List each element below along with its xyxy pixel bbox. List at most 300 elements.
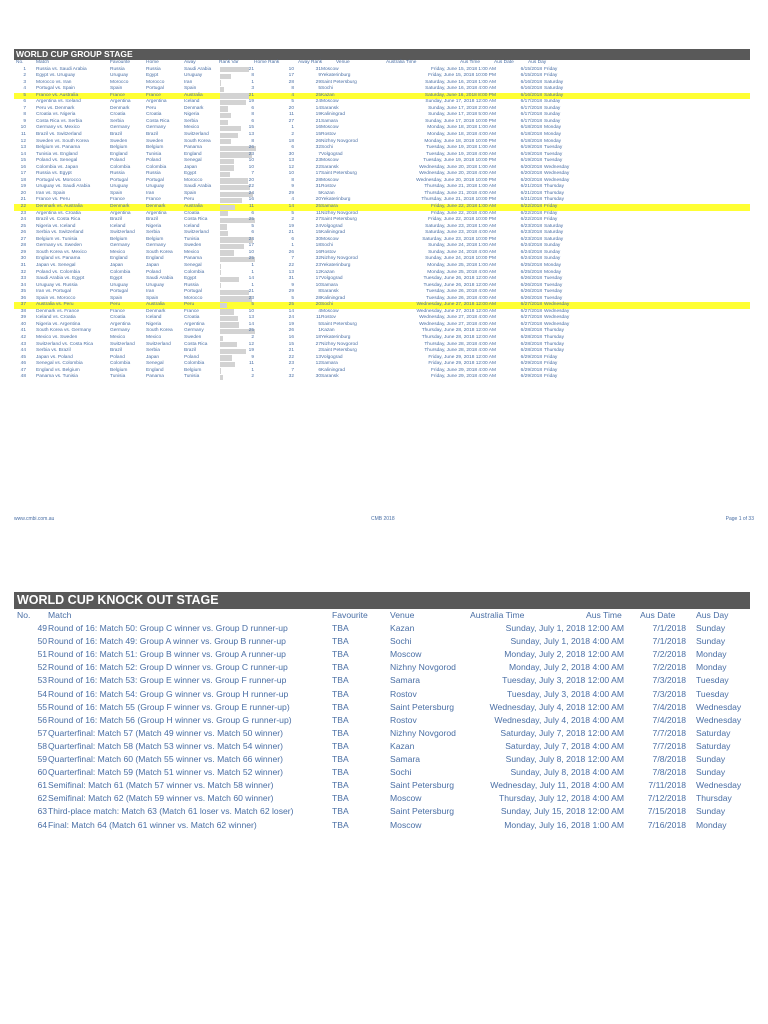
table-cell: Switzerland bbox=[184, 230, 209, 236]
table-cell: 20 bbox=[248, 177, 254, 183]
table-cell: Round of 16: Match 56 (Group H winner vs. Group G runner-up) bbox=[48, 714, 292, 725]
table-cell: 6/15/2018 bbox=[520, 66, 542, 72]
table-cell: 3 bbox=[251, 86, 254, 92]
table-row bbox=[14, 701, 750, 714]
table-cell: Portugal bbox=[110, 289, 128, 295]
table-cell: 47 bbox=[20, 367, 26, 373]
table-cell: Sunday, July 15, 2018 12:00 AM bbox=[500, 806, 624, 817]
table-cell: Japan bbox=[184, 164, 198, 170]
table-cell: 64 bbox=[37, 819, 47, 830]
group-stage-header-cell: Away bbox=[184, 60, 196, 65]
table-cell: 6/26/2018 bbox=[520, 289, 542, 295]
table-cell: Brazil bbox=[110, 132, 122, 138]
table-cell: 59 bbox=[37, 754, 47, 765]
table-cell: Tunisia bbox=[146, 151, 162, 157]
table-cell: 6 bbox=[291, 145, 294, 151]
table-cell: Croatia bbox=[146, 112, 162, 118]
table-cell: 19 bbox=[20, 184, 26, 190]
table-cell: Tuesday, June 19, 2018 1:00 AM bbox=[426, 145, 496, 151]
table-cell: Saturday, July 7, 2018 4:00 AM bbox=[505, 740, 624, 751]
table-cell: 7 bbox=[318, 151, 321, 157]
table-row bbox=[14, 714, 750, 727]
table-cell: 30 bbox=[20, 256, 26, 262]
table-cell: Colombia bbox=[184, 269, 205, 275]
table-cell: Round of 16: Match 52: Group D winner vs. Group C runner-up bbox=[48, 662, 288, 673]
table-cell: 21 bbox=[248, 66, 254, 72]
table-cell: 27 bbox=[315, 217, 321, 223]
table-cell: 6/22/2018 bbox=[520, 217, 542, 223]
table-cell: 43 bbox=[20, 341, 26, 347]
knockout-stage-header-cell: Australia Time bbox=[470, 610, 525, 620]
table-cell: Round of 16: Match 53: Group E winner vs. Group F runner-up bbox=[48, 675, 287, 686]
table-cell: TBA bbox=[332, 675, 349, 686]
table-cell: 17 bbox=[20, 171, 26, 177]
table-cell: Wednesday bbox=[544, 171, 570, 177]
table-cell: Rostov bbox=[321, 184, 336, 190]
table-cell: 6/29/2018 bbox=[520, 367, 542, 373]
table-cell: 1 bbox=[251, 262, 254, 268]
table-cell: Colombia bbox=[184, 361, 205, 367]
table-cell: 29 bbox=[20, 249, 26, 255]
group-stage-header-cell: Aus Time bbox=[460, 60, 480, 65]
table-cell: 19 bbox=[315, 112, 321, 118]
table-cell: 10 bbox=[288, 66, 294, 72]
table-cell: 6/19/2018 bbox=[520, 145, 542, 151]
table-cell: Tuesday, June 26, 2018 4:00 AM bbox=[426, 289, 496, 295]
table-cell: Sunday, June 24, 2018 1:00 AM bbox=[428, 243, 496, 249]
table-cell: 10 bbox=[248, 158, 254, 164]
table-cell: 6/15/2018 bbox=[520, 73, 542, 79]
table-cell: Iceland bbox=[184, 223, 200, 229]
table-cell: 15 bbox=[248, 125, 254, 131]
table-cell: Mexico vs. Sweden bbox=[36, 334, 78, 340]
table-cell: 23 bbox=[315, 158, 321, 164]
table-cell: France bbox=[146, 197, 161, 203]
table-cell: Sunday, July 8, 2018 4:00 AM bbox=[510, 767, 624, 778]
table-cell: 19 bbox=[288, 223, 294, 229]
table-cell: 30 bbox=[315, 374, 321, 380]
table-cell: Germany vs. Sweden bbox=[36, 243, 82, 249]
table-cell: Monday bbox=[696, 662, 727, 673]
table-cell: Round of 16: Match 49: Group A winner vs. Group B runner-up bbox=[48, 636, 286, 647]
table-cell: 6/23/2018 bbox=[520, 223, 542, 229]
table-cell: TBA bbox=[332, 727, 349, 738]
table-cell: 49 bbox=[37, 623, 47, 634]
table-cell: TBA bbox=[332, 780, 349, 791]
table-cell: Argentina bbox=[110, 210, 131, 216]
group-stage-title: WORLD CUP GROUP STAGE bbox=[14, 49, 750, 60]
table-cell: 34 bbox=[20, 282, 26, 288]
table-cell: Thursday, June 28, 2018 4:00 AM bbox=[424, 341, 496, 347]
table-cell: Kazan bbox=[321, 190, 335, 196]
table-cell: 19 bbox=[248, 348, 254, 354]
table-cell: Quarterfinal: Match 57 (Match 49 winner vs. Match 50 winner) bbox=[48, 727, 283, 738]
table-cell: 21 bbox=[315, 118, 321, 124]
table-row bbox=[14, 766, 750, 779]
table-cell: 7 bbox=[291, 367, 294, 373]
table-cell: 35 bbox=[20, 289, 26, 295]
footer-center-text: CMB 2018 bbox=[371, 516, 395, 522]
table-cell: Belgium bbox=[110, 236, 128, 242]
table-cell: Nigeria bbox=[146, 321, 162, 327]
table-cell: 6 bbox=[23, 99, 26, 105]
table-cell: Sunday, July 8, 2018 12:00 AM bbox=[505, 754, 624, 765]
table-cell: Saransk bbox=[321, 289, 339, 295]
table-cell: 44 bbox=[20, 348, 26, 354]
table-cell: England bbox=[184, 151, 202, 157]
table-cell: Nizhny Novgorod bbox=[321, 210, 358, 216]
table-cell: Sweden bbox=[110, 138, 128, 144]
table-cell: 6 bbox=[251, 230, 254, 236]
table-cell: Poland vs. Senegal bbox=[36, 158, 78, 164]
table-cell: Thursday bbox=[696, 793, 732, 804]
group-stage-sheet bbox=[14, 49, 750, 381]
table-cell: Tuesday bbox=[696, 675, 729, 686]
table-cell: Monday bbox=[544, 132, 562, 138]
table-cell: Volgograd bbox=[321, 276, 343, 282]
table-cell: 63 bbox=[37, 806, 47, 817]
table-row bbox=[14, 688, 750, 701]
knockout-stage-title: WORLD CUP KNOCK OUT STAGE bbox=[14, 592, 750, 609]
table-cell: 31 bbox=[315, 184, 321, 190]
table-cell: Colombia vs. Japan bbox=[36, 164, 79, 170]
table-cell: 6/24/2018 bbox=[520, 256, 542, 262]
table-cell: France vs. Peru bbox=[36, 197, 70, 203]
table-cell: Sunday bbox=[696, 636, 726, 647]
table-cell: TBA bbox=[332, 740, 349, 751]
table-cell: 5 bbox=[318, 86, 321, 92]
table-cell: 2 bbox=[251, 374, 254, 380]
table-cell: Sunday bbox=[544, 118, 561, 124]
table-cell: Poland bbox=[146, 269, 161, 275]
table-cell: Saint Petersburg bbox=[321, 321, 357, 327]
table-cell: Wednesday, June 27, 2018 4:00 AM bbox=[419, 321, 496, 327]
table-cell: Poland vs. Colombia bbox=[36, 269, 80, 275]
table-cell: Sunday bbox=[544, 105, 561, 111]
table-cell: Saint Petersburg bbox=[390, 780, 455, 791]
table-cell: 6/20/2018 bbox=[520, 164, 542, 170]
table-cell: 24 bbox=[315, 99, 321, 105]
table-cell: Morocco vs. Iran bbox=[36, 79, 72, 85]
table-cell: 6/21/2018 bbox=[520, 190, 542, 196]
table-cell: Russia bbox=[146, 66, 161, 72]
table-row bbox=[14, 779, 750, 792]
table-cell: 10 bbox=[315, 282, 321, 288]
table-cell: 5 bbox=[318, 190, 321, 196]
table-cell: 17 bbox=[248, 243, 254, 249]
table-cell: France bbox=[146, 92, 161, 98]
table-cell: Spain bbox=[110, 190, 123, 196]
table-cell: Tunisia bbox=[184, 374, 200, 380]
table-cell: 9 bbox=[291, 282, 294, 288]
table-cell: 13 bbox=[248, 315, 254, 321]
table-cell: 2 bbox=[251, 334, 254, 340]
table-cell: 10 bbox=[248, 164, 254, 170]
table-cell: TBA bbox=[332, 714, 349, 725]
table-cell: Saturday, July 7, 2018 12:00 AM bbox=[500, 727, 624, 738]
table-cell: South Korea bbox=[146, 249, 173, 255]
table-cell: 6/24/2018 bbox=[520, 243, 542, 249]
table-cell: 18 bbox=[288, 138, 294, 144]
table-cell: Wednesday bbox=[544, 302, 570, 308]
table-cell: 39 bbox=[20, 315, 26, 321]
table-cell: 11 bbox=[249, 204, 254, 210]
table-cell: 27 bbox=[20, 236, 26, 242]
table-cell: Saransk bbox=[321, 374, 339, 380]
table-cell: Thursday, June 21, 2018 1:00 AM bbox=[424, 184, 496, 190]
table-cell: Saudi Arabia bbox=[146, 276, 174, 282]
table-cell: 6/29/2018 bbox=[520, 354, 542, 360]
table-cell: 6/19/2018 bbox=[520, 158, 542, 164]
group-stage-header-cell: Rank Var bbox=[219, 60, 239, 65]
table-cell: 6/16/2018 bbox=[520, 86, 542, 92]
table-cell: 24 bbox=[248, 190, 254, 196]
table-cell: TBA bbox=[332, 662, 349, 673]
table-cell: Friday, June 15, 2018 1:00 AM bbox=[431, 66, 496, 72]
table-cell: 9 bbox=[23, 118, 26, 124]
table-cell: Friday, June 22, 2018 4:00 AM bbox=[431, 210, 496, 216]
table-cell: 24 bbox=[288, 315, 294, 321]
table-cell: 6/27/2018 bbox=[520, 321, 542, 327]
table-cell: Morocco bbox=[146, 79, 165, 85]
table-cell: Wednesday bbox=[544, 315, 570, 321]
table-cell: Friday, June 29, 2018 4:00 AM bbox=[431, 374, 496, 380]
table-cell: Mexico bbox=[110, 249, 126, 255]
table-cell: 29 bbox=[315, 79, 321, 85]
table-cell: 7 bbox=[251, 171, 254, 177]
table-cell: Serbia bbox=[110, 118, 124, 124]
table-cell: Monday bbox=[544, 138, 562, 144]
table-cell: Portugal vs. Spain bbox=[36, 86, 75, 92]
table-cell: Round of 16: Match 55 (Group F winner vs. Group E runner-up) bbox=[48, 701, 290, 712]
table-cell: Quarterfinal: Match 59 (Match 51 winner vs. Match 52 winner) bbox=[48, 767, 283, 778]
table-cell: Moscow bbox=[321, 99, 339, 105]
table-cell: Round of 16: Match 51: Group B winner vs. Group A runner-up bbox=[48, 649, 286, 660]
table-cell: Egypt bbox=[110, 276, 123, 282]
table-cell: 8 bbox=[291, 86, 294, 92]
table-cell: Egypt bbox=[146, 73, 159, 79]
table-cell: 21 bbox=[288, 230, 294, 236]
table-cell: Sunday, June 24, 2018 10:00 PM bbox=[425, 256, 496, 262]
table-cell: 11 bbox=[249, 361, 254, 367]
table-cell: Iran bbox=[146, 289, 155, 295]
table-cell: Kaliningrad bbox=[321, 112, 346, 118]
table-cell: Sweden vs. South Korea bbox=[36, 138, 89, 144]
table-cell: 7/12/2018 bbox=[647, 793, 686, 804]
table-cell: Wednesday, June 20, 2018 10:00 PM bbox=[416, 177, 496, 183]
table-cell: 10 bbox=[20, 125, 26, 131]
table-cell: Senegal bbox=[184, 262, 202, 268]
table-cell: Tuesday bbox=[544, 276, 563, 282]
table-cell: Belgium bbox=[110, 145, 128, 151]
table-cell: 5 bbox=[23, 92, 26, 98]
table-cell: Saudi Arabia bbox=[184, 66, 212, 72]
table-cell: 6/20/2018 bbox=[520, 171, 542, 177]
table-cell: 26 bbox=[315, 138, 321, 144]
table-cell: Monday, June 18, 2018 1:00 AM bbox=[427, 125, 496, 131]
knockout-stage-header-cell: No. bbox=[17, 610, 31, 620]
table-row bbox=[14, 727, 750, 740]
table-cell: 7/7/2018 bbox=[652, 740, 686, 751]
table-cell: Thursday bbox=[544, 334, 564, 340]
table-cell: TBA bbox=[332, 754, 349, 765]
table-cell: Uruguay bbox=[146, 282, 165, 288]
table-row bbox=[14, 661, 750, 674]
footer-website: www.cmbi.com.au bbox=[14, 516, 55, 522]
table-cell: Thursday, June 28, 2018 12:00 AM bbox=[421, 334, 496, 340]
table-cell: Sweden bbox=[146, 138, 164, 144]
table-cell: Egypt vs. Uruguay bbox=[36, 73, 76, 79]
table-cell: England bbox=[146, 256, 164, 262]
table-cell: 23 bbox=[315, 262, 321, 268]
table-cell: 8 bbox=[291, 177, 294, 183]
table-cell: 1 bbox=[251, 79, 254, 85]
table-cell: Nigeria vs. Iceland bbox=[36, 223, 76, 229]
table-cell: Sunday, June 17, 2018 2:00 AM bbox=[428, 105, 496, 111]
table-cell: Saturday bbox=[696, 727, 731, 738]
table-cell: Samara bbox=[321, 282, 338, 288]
table-cell: TBA bbox=[332, 806, 349, 817]
table-cell: Croatia bbox=[184, 315, 200, 321]
table-cell: Friday bbox=[544, 374, 558, 380]
table-cell: Kazan bbox=[390, 740, 415, 751]
table-cell: 36 bbox=[20, 295, 26, 301]
table-cell: 9 bbox=[291, 184, 294, 190]
table-cell: England bbox=[110, 256, 128, 262]
table-cell: 27 bbox=[315, 341, 321, 347]
table-cell: 14 bbox=[288, 308, 294, 314]
table-cell: 15 bbox=[315, 230, 321, 236]
table-cell: 25 bbox=[315, 204, 321, 210]
table-cell: Tunisia bbox=[184, 236, 200, 242]
table-cell: 13 bbox=[288, 158, 294, 164]
table-cell: Denmark bbox=[146, 308, 166, 314]
table-cell: 26 bbox=[288, 249, 294, 255]
table-cell: Round of 16: Match 50: Group C winner vs. Group D runner-up bbox=[48, 623, 288, 634]
table-cell: Friday bbox=[544, 73, 558, 79]
table-cell: Monday, June 25, 2018 1:00 AM bbox=[427, 262, 496, 268]
table-cell: Mexico bbox=[184, 249, 200, 255]
table-row bbox=[14, 740, 750, 753]
table-cell: Belgium bbox=[110, 367, 128, 373]
table-cell: Sunday, July 1, 2018 4:00 AM bbox=[510, 636, 624, 647]
table-cell: Wednesday bbox=[544, 321, 570, 327]
table-cell: 23 bbox=[248, 295, 254, 301]
table-cell: Brazil bbox=[110, 217, 122, 223]
table-cell: TBA bbox=[332, 819, 349, 830]
table-cell: 25 bbox=[20, 223, 26, 229]
table-cell: Rostov bbox=[321, 132, 336, 138]
table-cell: 21 bbox=[248, 289, 254, 295]
table-cell: 22 bbox=[20, 204, 26, 210]
table-cell: Serbia bbox=[146, 230, 160, 236]
table-cell: 6/23/2018 bbox=[520, 236, 542, 242]
table-cell: 37 bbox=[20, 302, 26, 308]
table-cell: Monday bbox=[696, 649, 727, 660]
table-cell: Thursday bbox=[544, 184, 564, 190]
table-cell: 18 bbox=[315, 334, 321, 340]
table-cell: Tuesday, June 19, 2018 10:00 PM bbox=[423, 158, 496, 164]
table-cell: Peru bbox=[184, 197, 195, 203]
table-cell: Samara bbox=[321, 204, 338, 210]
table-cell: Uruguay vs. Russia bbox=[36, 282, 78, 288]
table-cell: Portugal bbox=[110, 177, 128, 183]
table-cell: Tuesday, June 26, 2018 12:00 AM bbox=[423, 276, 496, 282]
table-cell: 5 bbox=[291, 295, 294, 301]
table-cell: 29 bbox=[288, 190, 294, 196]
table-cell: 6/23/2018 bbox=[520, 230, 542, 236]
table-cell: 41 bbox=[20, 328, 26, 334]
table-cell: 6/24/2018 bbox=[520, 249, 542, 255]
table-cell: 13 bbox=[248, 132, 254, 138]
table-cell: Japan bbox=[146, 262, 160, 268]
table-cell: Spain bbox=[184, 86, 197, 92]
table-cell: 20 bbox=[315, 302, 321, 308]
table-cell: 6/17/2018 bbox=[520, 105, 542, 111]
table-cell: 6/19/2018 bbox=[520, 151, 542, 157]
table-cell: Monday, July 2, 2018 4:00 AM bbox=[509, 662, 624, 673]
table-cell: 7/11/2018 bbox=[648, 780, 686, 791]
table-cell: Brazil vs. Switzerland bbox=[36, 132, 82, 138]
table-cell: Friday bbox=[544, 354, 558, 360]
table-cell: 42 bbox=[20, 334, 26, 340]
table-cell: Brazil vs. Costa Rica bbox=[36, 217, 81, 223]
table-cell: Semifinal: Match 62 (Match 59 winner vs. Match 60 winner) bbox=[48, 793, 274, 804]
table-cell: 10 bbox=[288, 171, 294, 177]
table-cell: 24 bbox=[315, 223, 321, 229]
table-cell: Yekaterinburg bbox=[321, 334, 351, 340]
table-cell: Semifinal: Match 61 (Match 57 winner vs. Match 58 winner) bbox=[48, 780, 274, 791]
table-cell: 28 bbox=[20, 243, 26, 249]
table-cell: 23 bbox=[248, 151, 254, 157]
table-cell: Iceland bbox=[110, 223, 126, 229]
table-cell: 13 bbox=[20, 145, 26, 151]
table-cell: 6/28/2018 bbox=[520, 328, 542, 334]
table-cell: Iran vs. Portugal bbox=[36, 289, 71, 295]
table-cell: Denmark vs. France bbox=[36, 308, 80, 314]
table-cell: Russia bbox=[110, 171, 125, 177]
table-cell: 1 bbox=[251, 367, 254, 373]
table-cell: 11 bbox=[289, 112, 294, 118]
table-cell: Saturday, June 23, 2018 10:00 PM bbox=[422, 236, 496, 242]
table-cell: 6/28/2018 bbox=[520, 334, 542, 340]
table-cell: 60 bbox=[37, 767, 47, 778]
table-cell: 23 bbox=[20, 210, 26, 216]
table-cell: TBA bbox=[332, 649, 349, 660]
table-cell: Morocco bbox=[110, 79, 129, 85]
table-cell: France bbox=[110, 92, 125, 98]
table-cell: Russia vs. Egypt bbox=[36, 171, 72, 177]
table-cell: Saint Petersburg bbox=[321, 79, 357, 85]
table-row bbox=[14, 374, 750, 381]
table-cell: South Korea bbox=[184, 138, 211, 144]
table-cell: 52 bbox=[37, 662, 47, 673]
table-cell: France vs. Australia bbox=[36, 92, 79, 98]
table-cell: Sunday, July 1, 2018 12:00 AM bbox=[505, 623, 624, 634]
table-cell: Wednesday, July 11, 2018 4:00 AM bbox=[490, 780, 624, 791]
table-cell: Saransk bbox=[321, 105, 339, 111]
table-cell: Tuesday, July 3, 2018 12:00 AM bbox=[502, 675, 624, 686]
table-cell: Sunday bbox=[696, 623, 726, 634]
table-cell: 6/26/2018 bbox=[520, 295, 542, 301]
table-cell: 7/1/2018 bbox=[652, 636, 686, 647]
table-cell: Wednesday, June 20, 2018 1:00 AM bbox=[419, 164, 496, 170]
table-cell: 20 bbox=[288, 105, 294, 111]
table-cell: Denmark bbox=[110, 105, 130, 111]
table-cell: 5 bbox=[318, 321, 321, 327]
table-cell: South Korea vs. Germany bbox=[36, 328, 92, 334]
table-cell: 6/18/2018 bbox=[520, 138, 542, 144]
